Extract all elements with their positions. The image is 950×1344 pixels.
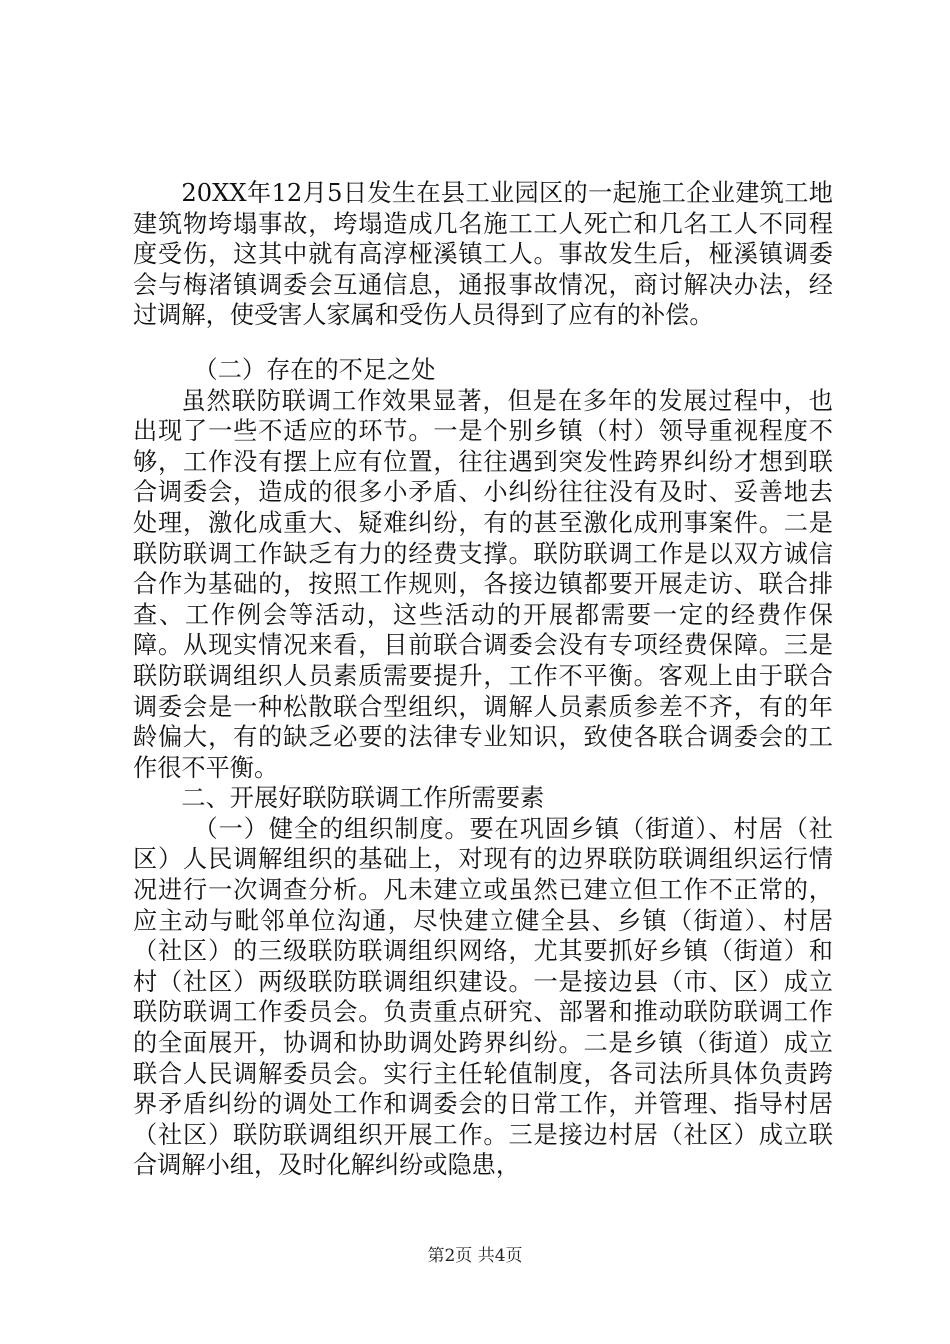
section-heading-shortcomings: （二）存在的不足之处 xyxy=(193,355,436,384)
section-heading-elements: 二、开展好联防联调工作所需要素 xyxy=(181,784,545,813)
paragraph-organization: （一）健全的组织制度。要在巩固乡镇（街道）、村居（社区）人民调解组织的基础上，对现有的边界联防联调组织运行情况进行一次调查分析。凡未建立或虽然已建立但工作不正常的，应主动与毗邻单位沟通，尽快建立健全县、乡镇（街道）、村居（社区）的三级联防联调组织网络，尤其要抓好乡镇（街道）和村（社区）两级联防联调组织建设。一是接边县（市、区）成立联防联调工作委员会。负责重点研究、部署和推动联防联调工作的全面展开，协调和协助调处跨界纠纷。二是乡镇（街道）成立联合人民调解委员会。实行主任轮值制度，各司法所具体负责跨界矛盾纠纷的调处工作和调委会的日常工作，并管理、指导村居（社区）联防联调组织开展工作。三是接边村居（社区）成立联合调解小组，及时化解纠纷或隐患， xyxy=(133,814,833,1180)
paragraph-shortcomings: 虽然联防联调工作效果显著，但是在多年的发展过程中，也出现了一些不适应的环节。一是个别乡镇（村）领导重视程度不够，工作没有摆上应有位置，往往遇到突发性跨界纠纷才想到联合调委会，造成的很多小矛盾、小纠纷往往没有及时、妥善地去处理，激化成重大、疑难纠纷，有的甚至激化成刑事案件。二是联防联调工作缺乏有力的经费支撑。联防联调工作是以双方诚信合作为基础的，按照工作规则，各接边镇都要开展走访、联合排查、工作例会等活动，这些活动的开展都需要一定的经费作保障。从现实情况来看，目前联合调委会没有专项经费保障。三是联防联调组织人员素质需要提升，工作不平衡。客观上由于联合调委会是一种松散联合型组织，调解人员素质参差不齐，有的年龄偏大，有的缺乏必要的法律专业知识，致使各联合调委会的工作很不平衡。 xyxy=(133,386,833,782)
paragraph-incident: 20XX年12月5日发生在县工业园区的一起施工企业建筑工地建筑物垮塌事故，垮塌造成几名施工工人死亡和几名工人不同程度受伤，这其中就有高淳桠溪镇工人。事故发生后，桠溪镇调委会与梅渚镇调委会互通信息，通报事故情况，商讨解决办法，经过调解，使受害人家属和受伤人员得到了应有的补偿。 xyxy=(133,179,833,330)
document-body xyxy=(133,178,833,1181)
page-footer: 第2页 共4页 xyxy=(427,1246,523,1266)
